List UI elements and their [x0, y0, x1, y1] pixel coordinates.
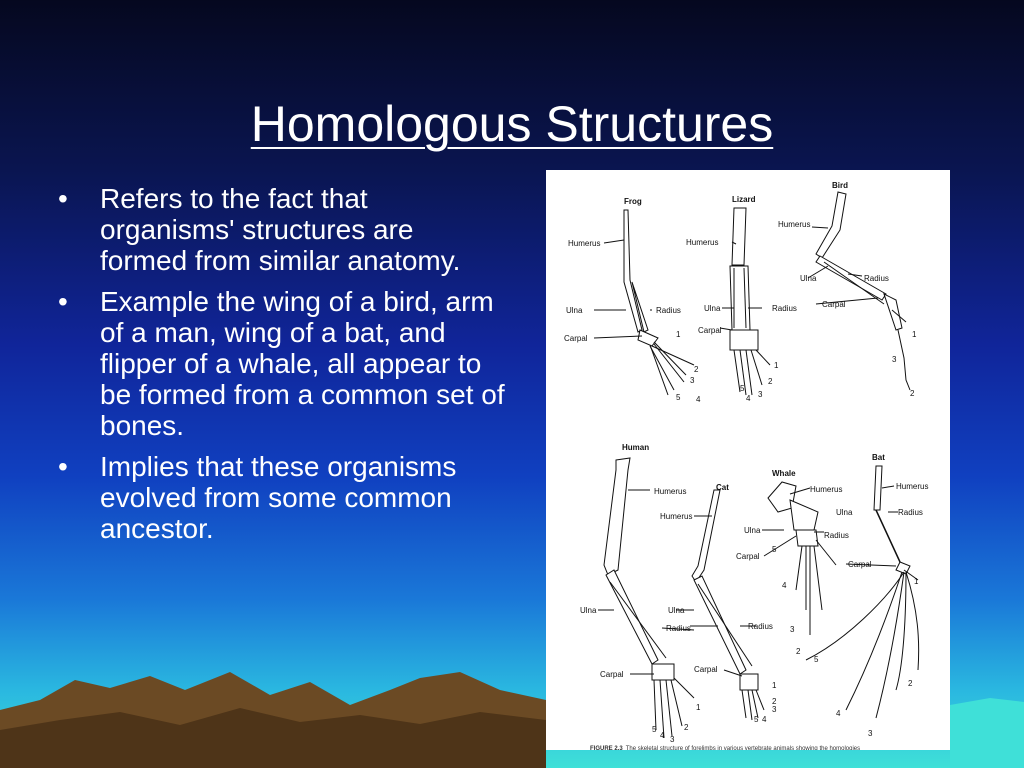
carpal-label: Carpal — [822, 300, 846, 309]
bullet-item — [58, 451, 508, 544]
digit-number: 4 — [782, 581, 787, 590]
bat-label: Bat — [872, 453, 885, 462]
humerus-label: Humerus — [660, 512, 693, 521]
forelimb-diagram — [546, 170, 950, 750]
digit-number: 4 — [746, 394, 751, 403]
radius-label: Radius — [898, 508, 923, 517]
digit-number: 4 — [762, 715, 767, 724]
carpal-label: Carpal — [848, 560, 872, 569]
digit-number: 3 — [772, 705, 777, 714]
digit-number: 4 — [836, 709, 841, 718]
bullet-list — [58, 183, 508, 554]
radius-label: Radius — [666, 624, 691, 633]
radius-label: Radius — [656, 306, 681, 315]
carpal-label: Carpal — [600, 670, 624, 679]
ulna-label: Ulna — [580, 606, 597, 615]
whale-label: Whale — [772, 469, 796, 478]
frog-limb — [624, 210, 694, 395]
digit-number: 1 — [914, 577, 919, 586]
ulna-label: Ulna — [836, 508, 853, 517]
ulna-label: Ulna — [566, 306, 583, 315]
digit-number: 3 — [790, 625, 795, 634]
digit-number: 2 — [684, 723, 689, 732]
carpal-label: Carpal — [694, 665, 718, 674]
forelimb-skeleton-figure — [546, 170, 950, 750]
humerus-label: Humerus — [810, 485, 843, 494]
frog-label: Frog — [624, 197, 642, 206]
digit-number: 1 — [774, 361, 779, 370]
bat-limb — [806, 466, 919, 718]
digit-number: 2 — [796, 647, 801, 656]
ulna-label: Ulna — [704, 304, 721, 313]
bullet-marker: • — [58, 183, 68, 214]
humerus-label: Humerus — [778, 220, 811, 229]
digit-number: 5 — [652, 725, 657, 734]
digit-number: 2 — [772, 697, 777, 706]
digit-number: 5 — [814, 655, 819, 664]
bullet-text: Implies that these organisms evolved from some common ancestor. — [100, 451, 457, 544]
digit-number: 5 — [772, 545, 777, 554]
digit-number: 2 — [768, 377, 773, 386]
bullet-marker: • — [58, 451, 68, 482]
carpal-label: Carpal — [736, 552, 760, 561]
digit-number: 3 — [690, 376, 695, 385]
ulna-label: Ulna — [744, 526, 761, 535]
bullet-text: Refers to the fact that organisms' structures are formed from similar anatomy. — [100, 183, 461, 276]
cat-limb — [692, 490, 764, 720]
digit-number: 1 — [772, 681, 777, 690]
human-limb — [604, 458, 694, 738]
digit-number: 3 — [758, 390, 763, 399]
digit-number: 1 — [912, 330, 917, 339]
digit-number: 1 — [696, 703, 701, 712]
digit-number: 5 — [676, 393, 681, 402]
bullet-text: Example the wing of a bird, arm of a man, wing of a bat, and flipper of a whale, all appear to be formed from a common set of bones. — [100, 286, 505, 441]
carpal-label: Carpal — [564, 334, 588, 343]
lizard-limb — [730, 208, 770, 395]
bullet-item — [58, 183, 508, 276]
digit-number: 2 — [910, 389, 915, 398]
radius-label: Radius — [864, 274, 889, 283]
whale-limb — [768, 482, 836, 635]
bullet-item — [58, 286, 508, 441]
digit-number: 3 — [868, 729, 873, 738]
bird-label: Bird — [832, 181, 848, 190]
slide-title: Homologous Structures — [250, 96, 774, 152]
digit-number: 5 — [740, 384, 745, 393]
ulna-label: Ulna — [800, 274, 817, 283]
human-label: Human — [622, 443, 650, 452]
digit-number: 1 — [676, 330, 681, 339]
digit-number: 3 — [892, 355, 897, 364]
figure-caption-text: The skeletal structure of forelimbs in various vertebrate animals showing the homologies — [625, 746, 861, 750]
ulna-label: Ulna — [668, 606, 685, 615]
digit-number: 2 — [908, 679, 913, 688]
cat-label: Cat — [716, 483, 729, 492]
digit-number: 4 — [696, 395, 701, 404]
digit-number: 3 — [670, 735, 675, 744]
humerus-label: Humerus — [686, 238, 719, 247]
humerus-label: Humerus — [654, 487, 687, 496]
radius-label: Radius — [748, 622, 773, 631]
bullet-marker: • — [58, 286, 68, 317]
radius-label: Radius — [772, 304, 797, 313]
digit-number: 5 — [754, 715, 759, 724]
radius-label: Radius — [824, 531, 849, 540]
figure-caption — [590, 746, 860, 750]
lizard-label: Lizard — [732, 195, 756, 204]
digit-number: 2 — [694, 365, 699, 374]
figure-caption-prefix: FIGURE 2.3 — [590, 746, 623, 750]
humerus-label: Humerus — [896, 482, 929, 491]
humerus-label: Humerus — [568, 239, 601, 248]
carpal-label: Carpal — [698, 326, 722, 335]
digit-number: 4 — [660, 731, 665, 740]
